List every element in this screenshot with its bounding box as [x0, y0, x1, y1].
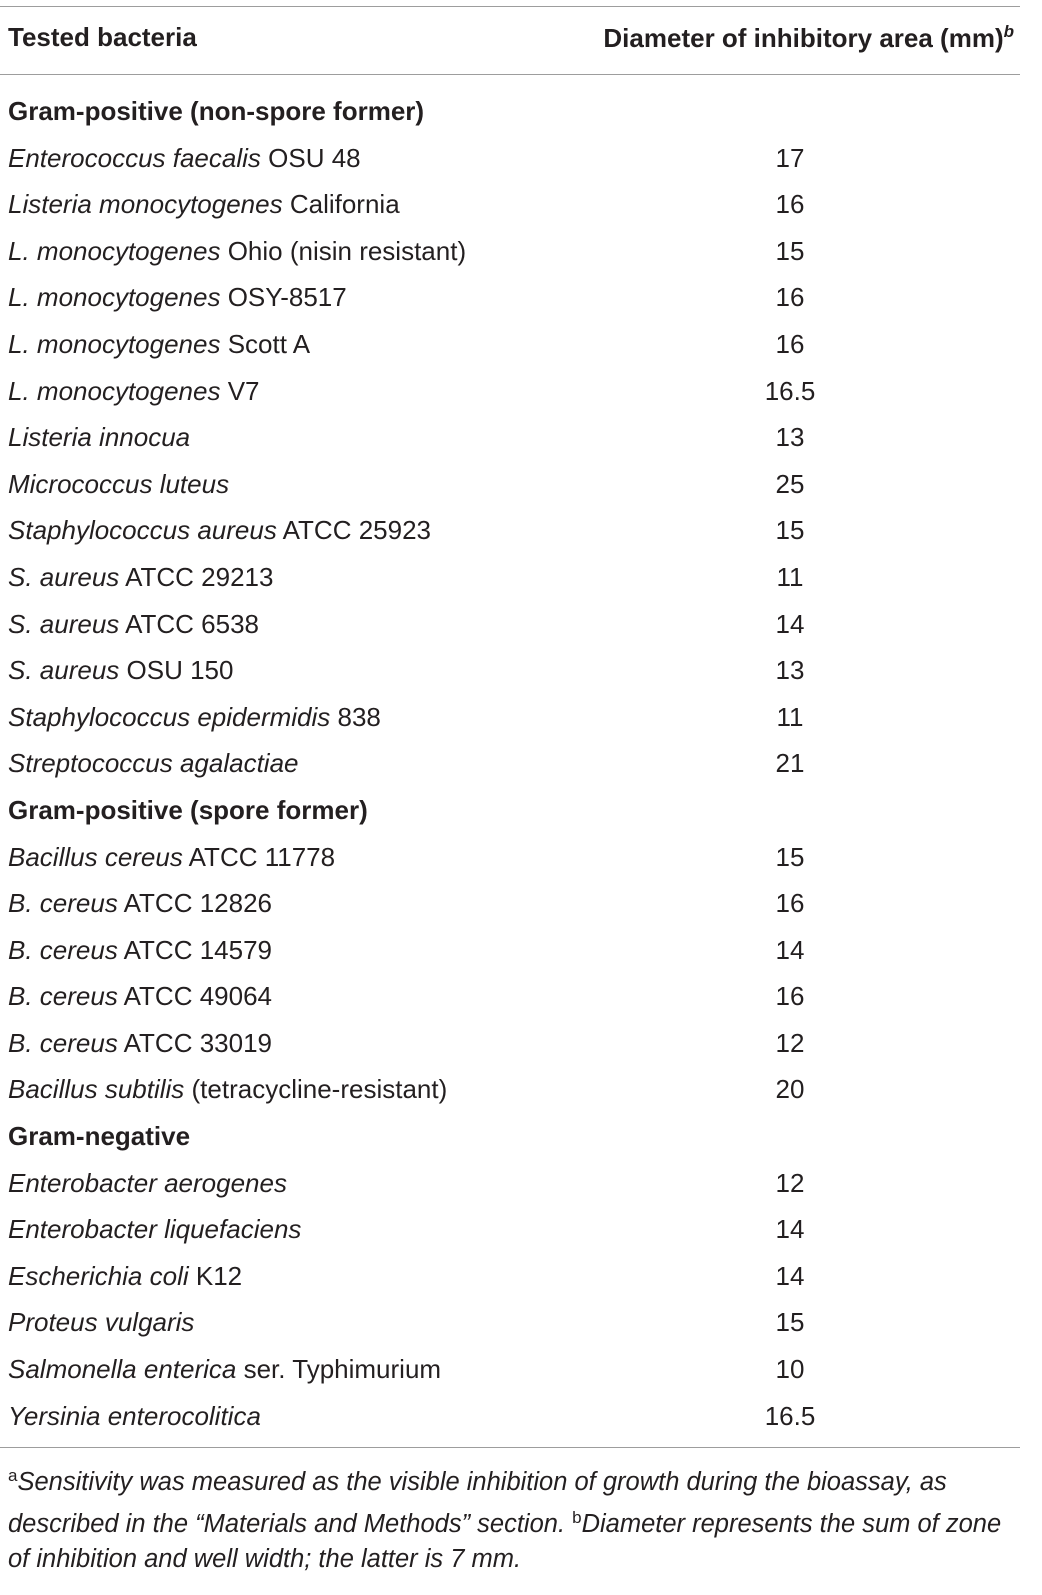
table-top-rule [0, 6, 1020, 7]
bacteria-name [8, 1346, 441, 1393]
bacteria-species: Proteus vulgaris [8, 1307, 195, 1338]
bacteria-species: Bacillus cereus [8, 841, 183, 872]
bacteria-species: Salmonella enterica [8, 1354, 237, 1385]
bacteria-strain: ATCC 33019 [117, 1027, 272, 1058]
inhibitory-diameter-value: 21 [775, 748, 805, 779]
inhibitory-diameter-value: 14 [775, 934, 805, 965]
inhibitory-diameter-value: 14 [775, 1260, 805, 1291]
inhibitory-diameter-value: 16 [775, 888, 805, 919]
inhibitory-diameter-value: 12 [775, 1167, 805, 1198]
bacteria-name [8, 507, 431, 554]
table-row [0, 1020, 1020, 1067]
inhibitory-diameter-value: 15 [775, 1307, 805, 1338]
bacteria-name [8, 1299, 194, 1346]
bacteria-name [8, 1066, 447, 1113]
inhibitory-diameter-value: 13 [775, 422, 805, 453]
bacteria-name [8, 461, 229, 508]
bacteria-name [8, 1160, 287, 1207]
bacteria-name [8, 880, 272, 927]
inhibitory-diameter-value: 16.5 [764, 375, 816, 406]
table-row [0, 414, 1020, 461]
inhibitory-diameter-value: 17 [775, 142, 805, 173]
bacteria-name [8, 554, 273, 601]
inhibitory-diameter-value: 14 [775, 1214, 805, 1245]
inhibitory-diameter-value: 25 [775, 468, 805, 499]
inhibitory-diameter-value: 16 [775, 189, 805, 220]
footnote-b-text: Diameter represents the sum of zone of inhibition and well width; the latter is 7 mm. [8, 1510, 1002, 1573]
bacteria-name [8, 694, 381, 741]
bacteria-strain: ATCC 14579 [117, 934, 272, 965]
bacteria-strain: ATCC 6538 [119, 608, 259, 639]
bacteria-strain: Scott A [220, 328, 311, 359]
bacteria-name [8, 135, 361, 182]
bacteria-species: Staphylococcus epidermidis [8, 701, 331, 732]
inhibitory-diameter-value: 11 [776, 701, 804, 732]
table-row [0, 368, 1020, 415]
inhibitory-diameter-value: 16.5 [764, 1400, 816, 1431]
table-row [0, 880, 1020, 927]
bacteria-species: B. cereus [8, 934, 118, 965]
group-header-row [0, 1113, 1020, 1160]
bacteria-species: Escherichia coli [8, 1260, 189, 1291]
table-row [0, 554, 1020, 601]
footnote-a-text: Sensitivity was measured as the visible inhibition of growth during the bioassay, as described in the “Materials and Methods” section. [8, 1468, 947, 1538]
bacteria-strain: K12 [188, 1260, 243, 1291]
bacteria-strain: V7 [220, 375, 260, 406]
table-row [0, 461, 1020, 508]
bacteria-species: L. monocytogenes [8, 282, 221, 313]
bacteria-species: L. monocytogenes [8, 375, 221, 406]
bacteria-name [8, 368, 260, 415]
table-row [0, 647, 1020, 694]
bacteria-species: Bacillus subtilis [8, 1074, 185, 1105]
bacteria-species: S. aureus [8, 655, 120, 686]
inhibitory-diameter-value: 16 [775, 282, 805, 313]
inhibitory-diameter-value: 10 [775, 1354, 805, 1385]
inhibitory-diameter-value: 14 [775, 608, 805, 639]
table-row [0, 927, 1020, 974]
bacteria-strain: Ohio (nisin resistant) [220, 235, 467, 266]
table-row [0, 694, 1020, 741]
bacteria-species: B. cereus [8, 981, 118, 1012]
bacteria-species: S. aureus [8, 561, 120, 592]
table-row [0, 135, 1020, 182]
inhibitory-diameter-value: 16 [775, 328, 805, 359]
bacteria-name [8, 1253, 242, 1300]
bacteria-strain: ATCC 49064 [117, 981, 272, 1012]
header-footnote-marker: b [1003, 22, 1014, 41]
table-row [0, 181, 1020, 228]
bacteria-species: Listeria innocua [8, 422, 191, 453]
bacteria-name [8, 1206, 301, 1253]
bacteria-name [8, 1393, 261, 1440]
inhibitory-diameter-value: 11 [776, 561, 804, 592]
table-row [0, 1346, 1020, 1393]
bacteria-species: Micrococcus luteus [8, 468, 230, 499]
bacteria-species: S. aureus [8, 608, 120, 639]
bacteria-strain: (tetracycline-resistant) [184, 1074, 448, 1105]
table-row [0, 834, 1020, 881]
bacteria-name [8, 414, 190, 461]
table-row [0, 973, 1020, 1020]
inhibitory-diameter-value: 16 [775, 981, 805, 1012]
table-row [0, 1253, 1020, 1300]
bacteria-strain: OSU 150 [119, 655, 234, 686]
table-row [0, 228, 1020, 275]
bacteria-species: Streptococcus agalactiae [8, 748, 299, 779]
bacteria-name [8, 973, 272, 1020]
header-tested-bacteria: Tested bacteria [8, 22, 197, 52]
bacteria-strain: California [282, 189, 400, 220]
bacteria-name [8, 834, 335, 881]
table-bottom-rule [0, 1447, 1020, 1448]
bacteria-species: Enterobacter aerogenes [8, 1167, 287, 1198]
table-footnote [8, 1458, 1020, 1577]
bacteria-strain: OSY-8517 [220, 282, 347, 313]
inhibitory-diameter-value: 15 [775, 515, 805, 546]
bacteria-species: L. monocytogenes [8, 235, 221, 266]
bacteria-strain: ser. Typhimurium [236, 1354, 442, 1385]
table-row [0, 274, 1020, 321]
inhibitory-diameter-value: 15 [775, 235, 805, 266]
inhibitory-diameter-value: 12 [775, 1027, 805, 1058]
bacteria-name [8, 274, 347, 321]
bacteria-species: B. cereus [8, 1027, 118, 1058]
bacteria-strain: ATCC 29213 [119, 561, 274, 592]
table-row [0, 1393, 1020, 1440]
group-header-row [0, 787, 1020, 834]
table-row [0, 1299, 1020, 1346]
inhibitory-diameter-value: 20 [775, 1074, 805, 1105]
table-row [0, 321, 1020, 368]
bacteria-species: Yersinia enterocolitica [8, 1400, 261, 1431]
bacteria-name [8, 321, 310, 368]
bacteria-name [8, 927, 272, 974]
group-label: Gram-negative [8, 1121, 191, 1152]
header-diameter-label: Diameter of inhibitory area (mm) [603, 23, 1004, 53]
table-row [0, 507, 1020, 554]
header-diameter [603, 22, 1014, 54]
table-body [0, 88, 1020, 1439]
bacteria-name [8, 601, 259, 648]
bacteria-strain: ATCC 11778 [182, 841, 336, 872]
bacteria-strain: ATCC 12826 [117, 888, 272, 919]
bacteria-species: Enterobacter liquefaciens [8, 1214, 302, 1245]
footnote-a-marker: a [8, 1466, 18, 1485]
table-row [0, 740, 1020, 787]
bacteria-strain: ATCC 25923 [276, 515, 431, 546]
table-row [0, 1206, 1020, 1253]
table-row [0, 601, 1020, 648]
table-header-row [0, 22, 1020, 62]
bacteria-species: Enterococcus faecalis [8, 142, 261, 173]
bacteria-species: Staphylococcus aureus [8, 515, 277, 546]
bacteria-strain: OSU 48 [260, 142, 361, 173]
bacteria-species: L. monocytogenes [8, 328, 221, 359]
table-row [0, 1066, 1020, 1113]
footnote-b-marker: b [572, 1508, 582, 1527]
inhibitory-diameter-value: 15 [775, 841, 805, 872]
bacteria-name [8, 228, 466, 275]
bacteria-strain: 838 [330, 701, 381, 732]
group-header-row [0, 88, 1020, 135]
bacteria-name [8, 181, 400, 228]
table-row [0, 1160, 1020, 1207]
bacteria-name [8, 1020, 272, 1067]
bacteria-species: Listeria monocytogenes [8, 189, 283, 220]
bacteria-species: B. cereus [8, 888, 118, 919]
inhibitory-diameter-value: 13 [775, 655, 805, 686]
table-header-rule [0, 74, 1020, 75]
bacteria-name [8, 647, 233, 694]
group-label: Gram-positive (spore former) [8, 794, 368, 825]
group-label: Gram-positive (non-spore former) [8, 96, 425, 126]
bacteria-name [8, 740, 299, 787]
